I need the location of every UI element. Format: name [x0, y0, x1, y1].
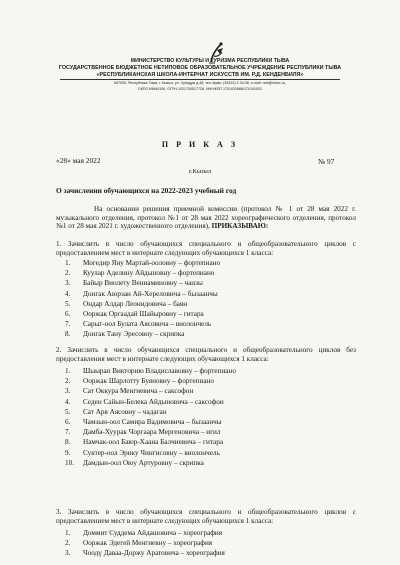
list-item-number: 10.	[65, 458, 74, 467]
list-item-number: 9.	[65, 448, 71, 457]
document-subject: О зачислении обучающихся на 2022-2023 учебный год	[56, 186, 237, 195]
list-item-text: Донгак Тану Эресовну – скрипка	[83, 330, 185, 339]
list-item-text: Ооржак Эдегей Менгиевну – хореография	[83, 539, 213, 548]
list-item	[65, 268, 220, 278]
list-item-number: 8.	[65, 330, 71, 339]
list-item	[65, 376, 236, 386]
list-item	[65, 309, 220, 319]
list-item-text: Сат Аря Аясовну – чадаган	[83, 407, 167, 416]
address-line-1: 667000, Республика Тыва, г. Кызыл, ул. Чульдум д.48, тел./факс: (39422) 2-34-36, e-mail: rshi@inbox.ru,	[114, 81, 286, 85]
list-item	[65, 548, 225, 558]
list-item	[65, 366, 236, 376]
institution-name: ГОСУДАРСТВЕННОЕ БЮДЖЕТНОЕ НЕТИПОВОЕ ОБРАЗОВАТЕЛЬНОЕ УЧРЕЖДЕНИЕ РЕСПУБЛИКИ ТЫВА	[58, 65, 342, 71]
header-divider	[60, 79, 340, 80]
list-item	[65, 278, 220, 288]
list-item-number: 3.	[65, 279, 71, 288]
list-item-text: Доммит Суддема Айдашовича – хореография	[83, 529, 223, 537]
list-item-text: Куулар Аделину Айдыновну – фортепиано	[83, 269, 215, 278]
list-item-number: 1.	[65, 529, 71, 537]
document-date: «28» мая 2022	[56, 156, 101, 165]
list-item-text: Байыр Виолету Вениаминовну – чанзы	[83, 279, 203, 288]
letterhead	[0, 58, 400, 92]
list-item-text: Суктер-оол Эрику Чингисовну – виолончель	[83, 448, 220, 457]
section-3-text: 3. Зачислить в число обучающихся специального и общеобразовательного циклов с предоставлением мест в интернате следующих обучающихся 1 класса:	[56, 508, 356, 525]
list-item	[65, 417, 236, 427]
list-item-number: 4.	[65, 397, 71, 406]
list-item	[65, 329, 220, 339]
list-item-text: Ооржак Оргаадай Шайыровну – гитара	[83, 310, 204, 319]
list-item-number: 6.	[65, 418, 71, 427]
list-item	[65, 319, 220, 329]
document-number: № 97	[318, 157, 335, 166]
list-item-text: Сарыг-оол Булата Аясовича – виолончель	[83, 320, 212, 329]
list-item-number: 4.	[65, 289, 71, 298]
list-item-number: 5.	[65, 299, 71, 308]
list-item-number: 2.	[65, 377, 71, 386]
list-item-number: 3.	[65, 387, 71, 396]
list-item	[65, 437, 236, 447]
list-item-text: Дамба-Хуурак Чоргаара Мергеновича – игил	[83, 428, 221, 437]
list-item-text: Седен Сайын-Белека Айдыновича – саксофон	[83, 397, 224, 406]
section-2-list	[65, 366, 236, 468]
list-item-number: 8.	[65, 438, 71, 447]
list-item-number: 1.	[65, 367, 71, 375]
section-2-text: 2. Зачислить в число обучающихся специального и общеобразовательного циклов без предоставления мест в интернате следующих обучающихся 1 класса:	[56, 346, 356, 363]
list-item-text: Чоодү Даваа-Доржу Аратовича – хореография	[83, 549, 225, 558]
list-item	[65, 386, 236, 396]
intro-order-word: ПРИКАЗЫВАЮ:	[211, 222, 269, 231]
list-item	[65, 258, 220, 268]
list-item	[65, 299, 220, 309]
ministry-name: МИНИСТЕРСТВО КУЛЬТУРЫ И ТУРИЗМА РЕСПУБЛИКИ ТЫВА	[130, 58, 290, 64]
list-item	[65, 397, 236, 407]
list-item-text: Чамзын-оол Самира Вадимовича – бызаанчы	[83, 418, 222, 427]
list-item-number: 2.	[65, 269, 71, 278]
list-item	[65, 448, 236, 458]
list-item-text: Могедир Яну Мартай-ооловну – фортепиано	[83, 259, 221, 267]
section-1-list	[65, 258, 220, 340]
section-1-text: 1. Зачислить в число обучающихся специального и общеобразовательного циклов с предоставлением мест в интернате следующих обучающихся 1 класса:	[56, 240, 356, 257]
list-item-text: Намчак-оол Баюр-Хаана Балчиевича – гитара	[83, 438, 224, 447]
document-title: П Р И К А З	[161, 140, 239, 149]
school-name: «РЕСПУБЛИКАНСКАЯ ШКОЛА-ИНТЕРНАТ ИСКУССТВ ИМ. Р.Д. КЕНДЕНБИЛЯ»	[96, 71, 304, 78]
list-item-text: Ооржак Шарлотту Буяновну – фортепиано	[83, 377, 214, 386]
section-3-list	[65, 528, 225, 559]
list-item-number: 7.	[65, 320, 71, 329]
list-item	[65, 289, 220, 299]
list-item-number: 6.	[65, 310, 71, 319]
list-item-number: 7.	[65, 428, 71, 437]
list-item	[65, 538, 225, 548]
list-item	[65, 458, 236, 468]
list-item-text: Шыырап Викторию Владиславовну – фортепиано	[83, 367, 236, 375]
list-item	[65, 427, 236, 437]
list-item-text: Донгак Аюрзан Ай-Хереловича – бызаанчы	[83, 289, 218, 298]
list-item-number: 2.	[65, 539, 71, 548]
list-item-number: 5.	[65, 407, 71, 416]
intro-text: На основании решения приемной комиссии (протокол № 1 от 28 мая 2022 г. музыкального отделения, протокол №1 от 28 мая 2022 хореографического отделения, протокол №1 от 28 мая 2021 г. художественного отделения),	[56, 205, 356, 231]
list-item	[65, 528, 225, 538]
list-item-text: Ондар Алдар Леонидовича – баян	[83, 299, 188, 308]
intro-paragraph	[56, 205, 356, 231]
document-city: г.Кызыл	[188, 168, 212, 175]
list-item-text: Сат Оккура Менгиевича – саксофон	[83, 387, 194, 396]
address-line-2: ОКПО 69664159, ОГРН 1021700517728, ИНН/КПП 1701031666/170101001	[138, 87, 262, 91]
list-item-number: 3.	[65, 549, 71, 558]
list-item	[65, 407, 236, 417]
list-item-number: 1.	[65, 259, 71, 267]
list-item-text: Дамдын-оол Оюу Артуровну – скрипка	[83, 458, 204, 467]
